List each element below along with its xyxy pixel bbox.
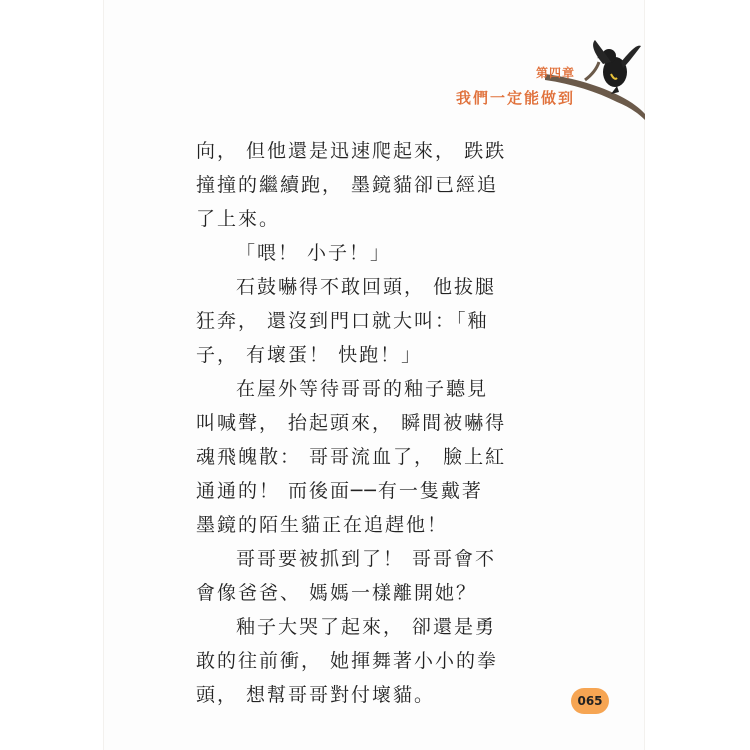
text-line: 敢的往前衝， 她揮舞著小小的拳 <box>196 650 499 672</box>
text-line: 釉子大哭了起來， 卻還是勇 <box>236 616 497 638</box>
text-line: 向， 但他還是迅速爬起來， 跌跌 <box>196 140 507 162</box>
text-line: 在屋外等待哥哥的釉子聽見 <box>236 378 489 400</box>
text-line: 頭， 想幫哥哥對付壞貓。 <box>196 684 436 706</box>
text-line: 叫喊聲， 抬起頭來， 瞬間被嚇得 <box>196 412 507 434</box>
text-line: 「喂！ 小子！」 <box>236 242 392 264</box>
text-line: 哥哥要被抓到了！ 哥哥會不 <box>236 548 497 570</box>
page-number: 065 <box>571 688 609 714</box>
story-text <box>196 134 566 712</box>
chapter-label: 第四章 <box>535 66 575 80</box>
chapter-header <box>456 64 575 108</box>
text-line: 了上來。 <box>196 208 281 230</box>
text-line: 狂奔， 還沒到門口就大叫：「釉 <box>196 310 489 332</box>
text-line: 會像爸爸、 媽媽一樣離開她？ <box>196 582 478 604</box>
text-line: 魂飛魄散： 哥哥流血了， 臉上紅 <box>196 446 507 468</box>
text-line: 通通的！ 而後面──有一隻戴著 <box>196 480 483 502</box>
text-line: 墨鏡的陌生貓正在追趕他！ <box>196 514 449 536</box>
text-line: 石鼓嚇得不敢回頭， 他拔腿 <box>236 276 497 298</box>
chapter-title: 我們一定能做到 <box>455 89 575 107</box>
text-line: 撞撞的繼續跑， 墨鏡貓卻已經追 <box>196 174 499 196</box>
text-line: 子， 有壞蛋！ 快跑！」 <box>196 344 423 366</box>
